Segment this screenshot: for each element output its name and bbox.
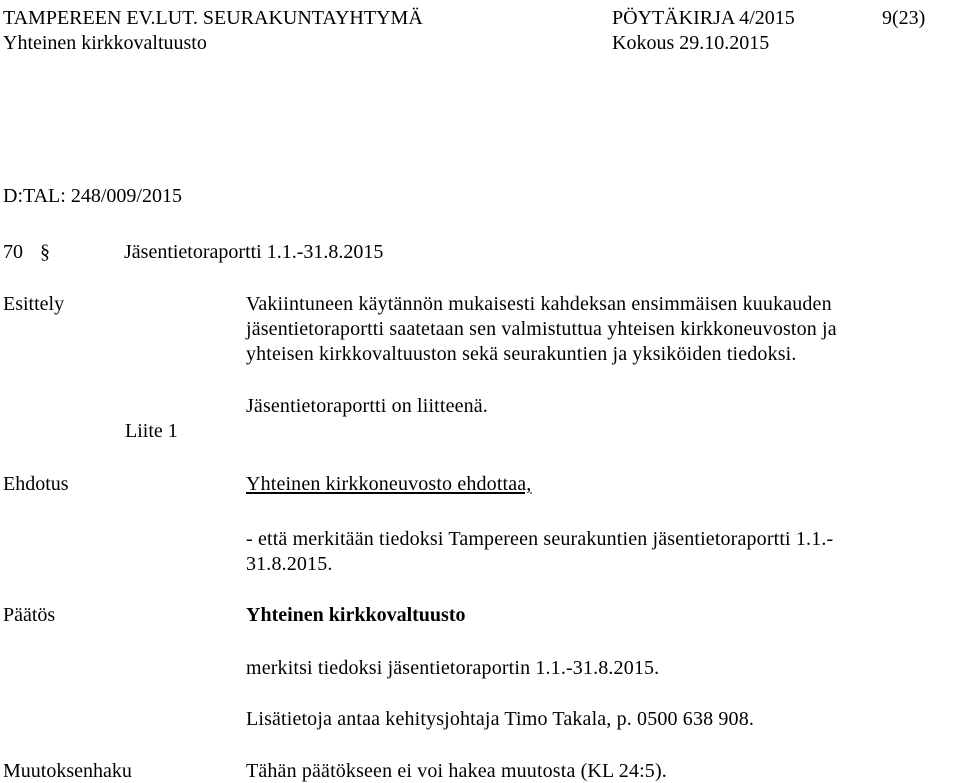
header-meeting-date: Kokous 29.10.2015 <box>612 32 770 54</box>
section-label-ehdotus: Ehdotus <box>3 473 69 495</box>
header-body-name: Yhteinen kirkkovaltuusto <box>3 32 207 54</box>
header-doc-type: PÖYTÄKIRJA 4/2015 <box>612 7 795 29</box>
section-sign: § <box>40 241 50 263</box>
header-org: TAMPEREEN EV.LUT. SEURAKUNTAYHTYMÄ <box>3 7 423 29</box>
attachment-text: Jäsentietoraportti on liitteenä. <box>246 395 488 417</box>
item-title: Jäsentietoraportti 1.1.-31.8.2015 <box>124 241 384 263</box>
esittely-line-1: Vakiintuneen käytännön mukaisesti kahdeksan ensimmäisen kuukauden <box>246 293 832 315</box>
section-label-esittely: Esittely <box>3 293 65 315</box>
decision-body: Yhteinen kirkkovaltuusto <box>246 604 466 626</box>
header-page-number: 9(23) <box>882 7 926 29</box>
esittely-line-2: jäsentietoraportti saatetaan sen valmistuttua yhteisen kirkkoneuvoston ja <box>246 318 837 340</box>
diary-number: D:TAL: 248/009/2015 <box>3 185 182 207</box>
attachment-label: Liite 1 <box>125 420 178 442</box>
appeal-text: Tähän päätökseen ei voi hakea muutosta (KL 24:5). <box>246 760 667 782</box>
proposal-line-1: - että merkitään tiedoksi Tampereen seurakuntien jäsentietoraportti 1.1.- <box>246 528 834 550</box>
esittely-line-3: yhteisen kirkkovaltuuston sekä seurakuntien ja yksiköiden tiedoksi. <box>246 343 797 365</box>
section-label-paatos: Päätös <box>3 604 56 626</box>
proposer: Yhteinen kirkkoneuvosto ehdottaa, <box>246 473 532 495</box>
proposal-line-2: 31.8.2015. <box>246 553 333 575</box>
section-label-muutoksenhaku: Muutoksenhaku <box>3 760 132 782</box>
contact-info: Lisätietoja antaa kehitysjohtaja Timo Takala, p. 0500 638 908. <box>246 708 755 730</box>
item-number: 70 <box>3 241 23 263</box>
decision-text: merkitsi tiedoksi jäsentietoraportin 1.1.-31.8.2015. <box>246 657 660 679</box>
